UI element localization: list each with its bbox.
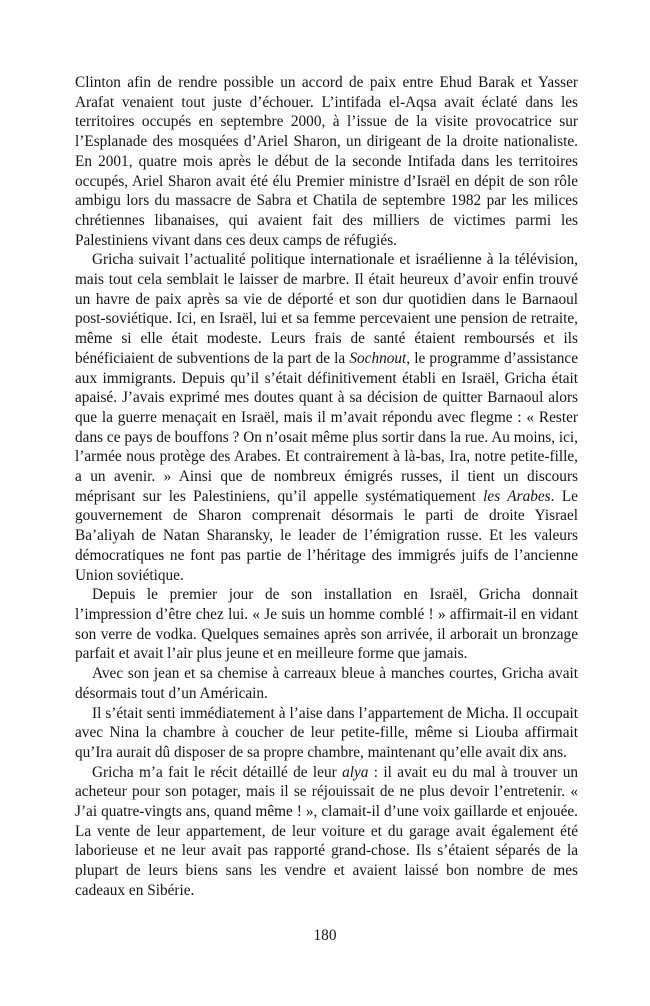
text-segment: Clinton afin de rendre possible un accord de paix entre Ehud Barak et Yasser Arafat venaient tout juste d’échouer. L’intifada el-Aqsa avait éclaté dans les territoires occupés en septembre 2000, à l’issue de la visite provocatrice sur l’Esplanade des mosquées d’Ariel Sharon, un dirigeant de la droite nationaliste. En 2001, quatre mois après le début de la seconde Intifada dans les territoires occupés, Ariel Sharon avait été élu Premier ministre d’Israël en dépit de son rôle ambigu lors du massacre de Sabra et Chatila de septembre 1982 par les milices chrétiennes libanaises, qui avaient fait des milliers de victimes parmi les Palestiniens vivant dans ces deux camps de réfugiés. <box>75 74 578 249</box>
text-segment: Gricha m’a fait le récit détaillé de leur <box>92 763 343 781</box>
text-segment: Avec son jean et sa chemise à carreaux bleue à manches courtes, Gricha avait désormais tout d’un Américain. <box>75 665 578 702</box>
text-segment: Depuis le premier jour de son installation en Israël, Gricha donnait l’impression d’être chez lui. « Je suis un homme comblé ! » affirmait-il en vidant son verre de vodka. Quelques semaines après son arrivée, il arborait un bronzage parfait et avait l’air plus jeune et en meilleure forme que jamais. <box>75 586 578 663</box>
page-number: 180 <box>313 927 337 944</box>
paragraph-1 <box>75 73 578 250</box>
italic-term-sochnout: Sochnout <box>349 349 407 367</box>
paragraph-3 <box>75 585 578 664</box>
text-segment: : il avait eu du mal à trouver un acheteur pour son potager, mais il se réjouissait de ne plus devoir l’entretenir. « J’ai quatre-vingts ans, quand même ! », clamait-il d’une voix gaillarde et enjouée. La vente de leur appartement, de leur voiture et du garage avait également été laborieuse et ne leur avait pas rapporté grand-chose. Ils s’étaient séparés de la plupart de leurs biens sans les vendre et avaient laissé bon nombre de mes cadeaux en Sibérie. <box>75 763 578 899</box>
paragraph-4 <box>75 664 578 703</box>
italic-term-alya: alya <box>342 763 369 781</box>
italic-term-les-arabes: les Arabes <box>483 487 551 505</box>
paragraph-6 <box>75 763 578 901</box>
paragraph-2 <box>75 250 578 585</box>
paragraph-5 <box>75 704 578 763</box>
text-segment: Il s’était senti immédiatement à l’aise dans l’appartement de Micha. Il occupait avec Nina la chambre à coucher de leur petite-fille, même si Liouba affirmait qu’Ira aurait dû disposer de sa propre chambre, maintenant qu’elle avait dix ans. <box>75 704 578 761</box>
body-text <box>75 73 578 901</box>
text-segment: . Le gouvernement de Sharon comprenait désormais le parti de droite Yisrael Ba’aliyah de Natan Sharansky, le leader de l’émigration russe. Et les valeurs démocratiques ne font pas partie de l’héritage des immigrés juifs de l’ancienne Union soviétique. <box>75 487 578 584</box>
text-segment: Gricha suivait l’actualité politique internationale et israélienne à la télévision, mais tout cela semblait le laisser de marbre. Il était heureux d’avoir enfin trouvé un havre de paix après sa vie de déporté et son dur quotidien dans le Barnaoul post-soviétique. Ici, en Israël, lui et sa femme percevaient une pension de retraite, même si elle était modeste. Leurs frais de santé étaient remboursés et ils bénéficiaient de subventions de la part de la <box>75 251 578 367</box>
text-segment: , le programme d’assistance aux immigrants. Depuis qu’il s’était définitivement établi en Israël, Gricha était apaisé. J’avais exprimé mes doutes quant à sa décision de quitter Barnaoul alors que la guerre menaçait en Israël, mais il m’avait répondu avec flegme : « Rester dans ce pays de bouffons ? On n’osait même plus sortir dans la rue. Au moins, ici, l’armée nous protège des Arabes. Et contrairement à là-bas, Ira, notre petite-fille, a un avenir. » Ainsi que de nombreux émigrés russes, il tient un discours méprisant sur les Palestiniens, qu’il appelle systématiquement <box>75 349 578 505</box>
